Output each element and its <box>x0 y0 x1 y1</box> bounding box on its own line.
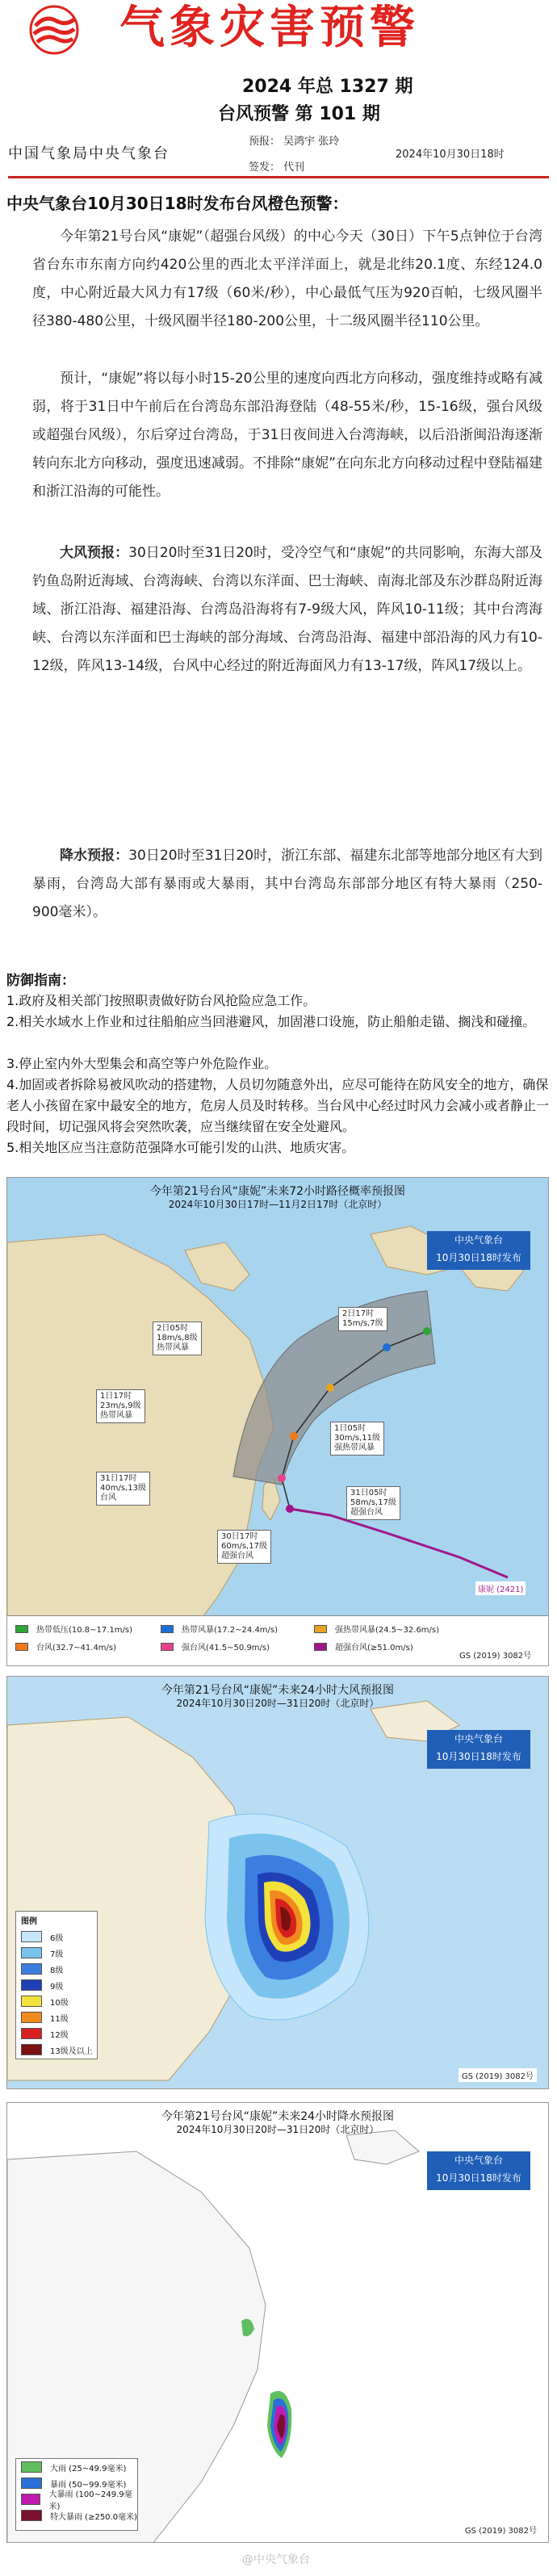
map2-stamp-agency: 中央气象台 <box>454 1733 503 1745</box>
legend-swatch <box>314 1625 327 1633</box>
legend-item: 13级及以上 <box>16 2042 97 2058</box>
track-point-icon <box>278 1474 286 1482</box>
legend-swatch <box>21 2012 42 2023</box>
legend-item: 超强台风(≥51.0m/s) <box>314 1640 413 1652</box>
map3-subtitle: 2024年10月30日20时—31日20时（北京时） <box>176 2124 379 2135</box>
track-point-icon <box>286 1505 294 1513</box>
guideline-item: 5.相关地区应当注意防范强降水可能引发的山洪、地质灾害。 <box>6 1140 355 1155</box>
legend-swatch <box>21 1996 42 2007</box>
legend-swatch <box>21 1931 42 1942</box>
rain-forecast-paragraph <box>32 842 542 927</box>
legend-item: 10级 <box>16 1993 97 2009</box>
legend-item: 6级 <box>16 1929 97 1945</box>
legend-item: 暴雨 (50~99.9毫米) <box>16 2475 137 2491</box>
rain-forecast-label: 降水预报： <box>60 848 129 864</box>
map3-code: GS (2019) 3082号 <box>464 2527 537 2536</box>
forecaster-line <box>249 132 339 148</box>
cma-logo <box>26 5 82 55</box>
legend-swatch <box>161 1643 174 1651</box>
guidelines-title: 防御指南： <box>6 973 75 989</box>
guideline-item: 4.加固或者拆除易被风吹动的搭建物，人员切勿随意外出，应尽可能待在防风安全的地方，确保老人小孩留在家中最安全的地方，危房人员及时转移。当台风中心经过时风力会减小或者静止一段时间，切记强风将会突然吹袭，应当继续留在安全处避风。 <box>6 1077 550 1134</box>
track-label: 2日17时 15m/s,7级 <box>338 1307 387 1331</box>
issue-number: 2024 年总 1327 期 <box>242 77 413 97</box>
legend-item: 强台风(41.5~50.9m/s) <box>161 1640 270 1652</box>
legend-swatch <box>21 1979 42 1991</box>
sub-issue-number: 台风预警 第 101 期 <box>218 104 380 124</box>
warning-headline: 中央气象台10月30日18时发布台风橙色预警： <box>6 194 349 213</box>
track-label: 2日05时 18m/s,8级 热带风暴 <box>153 1322 202 1355</box>
guideline-item: 3.停止室内外大型集会和高空等户外危险作业。 <box>6 1056 278 1071</box>
legend-item: 12级 <box>16 2025 97 2042</box>
map2-subtitle: 2024年10月30日20时—31日20时（北京时） <box>176 1698 379 1709</box>
legend-swatch <box>21 2044 42 2055</box>
typhoon-forecast-paragraph: 预计，“康妮”将以每小时15-20公里的速度向西北方向移动，强度维持或略有减弱，将于31日中午前后在台湾岛东部沿海登陆（48-55米/秒，15-16级，强台风级或超强台风级），尔后穿过台湾岛，于31日夜间进入台湾海峡，以后沿浙闽沿海逐渐转向东北方向移动，强度迅速减弱。不排除“康妮”在向东北方向移动过程中登陆福建和浙江沿海的可能性。 <box>32 371 542 500</box>
track-forecast-map <box>6 1177 549 1666</box>
legend-item: 强热带风暴(24.5~32.6m/s) <box>314 1623 439 1635</box>
forecaster-label: 预报： <box>249 136 281 148</box>
map1-stamp-agency: 中央气象台 <box>454 1234 503 1246</box>
map2-legend <box>15 1911 98 2059</box>
map2-title: 今年第21号台风“康妮”未来24小时大风预报图 <box>161 1684 395 1697</box>
reviewer-label: 签发： <box>249 161 281 174</box>
legend-item: 特大暴雨 (≥250.0毫米) <box>16 2507 137 2524</box>
track-point-icon <box>290 1432 298 1440</box>
legend-swatch <box>21 2478 42 2489</box>
typhoon-name-tag: 康妮 (2421) <box>475 1581 526 1595</box>
map2-code: GS (2019) 3082号 <box>459 2068 537 2082</box>
map2-stamp <box>427 1730 530 1769</box>
map3-legend <box>15 2458 138 2531</box>
track-point-icon <box>326 1384 334 1392</box>
wind-forecast-map <box>6 1676 549 2089</box>
legend-item: 热带风暴(17.2~24.4m/s) <box>161 1623 278 1635</box>
track-point-icon <box>383 1343 391 1351</box>
track-label: 31日17时 40m/s,13级 台风 <box>96 1472 150 1506</box>
track-label: 30日17时 60m/s,17级 超强台风 <box>217 1530 271 1564</box>
wind-forecast-text: 30日20时至31日20时，受冷空气和“康妮”的共同影响，东海大部及钓鱼岛附近海域、台湾海峡、台湾以东洋面、巴士海峡、南海北部及东沙群岛附近海域、浙江沿海、福建沿海、台湾岛沿海将有7-9级大风，阵风10-11级；其中台湾海峡、台湾以东洋面和巴士海峡的部分海域、台湾岛沿海、福建中部沿海的风力有10-12级，阵风13-14级，台风中心经过的附近海面风力有13-17级，阵风17级以上。 <box>32 545 543 674</box>
map1-stamp <box>427 1231 530 1270</box>
map1-legend <box>7 1615 549 1666</box>
reviewer-name: 代刊 <box>283 161 305 174</box>
track-label: 31日05时 58m/s,17级 超强台风 <box>346 1486 400 1520</box>
track-label: 1日05时 30m/s,11级 强热带风暴 <box>330 1422 384 1456</box>
legend-swatch <box>161 1625 174 1633</box>
map2-stamp-time: 10月30日18时发布 <box>436 1751 521 1762</box>
wind-forecast-paragraph <box>32 539 542 681</box>
legend-item: 7级 <box>16 1945 97 1961</box>
legend-swatch <box>21 1947 42 1958</box>
issue-time: 2024年10月30日18时 <box>396 149 505 161</box>
map1-subtitle: 2024年10月30日17时—11月2日17时（北京时） <box>168 1199 387 1210</box>
forecaster-names: 吴鸿宇 张玲 <box>283 136 340 148</box>
map3-stamp <box>427 2151 530 2190</box>
map1-title: 今年第21号台风“康妮”未来72小时路径概率预报图 <box>149 1185 406 1198</box>
reviewer-line <box>249 158 304 174</box>
legend-item: 大暴雨 (100~249.9毫米) <box>16 2491 137 2507</box>
legend-swatch <box>21 2028 42 2039</box>
legend-item: 大雨 (25~49.9毫米) <box>16 2459 137 2475</box>
legend-item: 11级 <box>16 2009 97 2025</box>
map1-stamp-time: 10月30日18时发布 <box>436 1252 521 1263</box>
map3-stamp-time: 10月30日18时发布 <box>436 2172 521 2184</box>
map3-stamp-agency: 中央气象台 <box>454 2155 503 2166</box>
map3-title: 今年第21号台风“康妮”未来24小时降水预报图 <box>161 2110 395 2123</box>
header-divider <box>8 176 549 178</box>
track-point-icon <box>423 1327 431 1335</box>
legend-swatch <box>21 1963 42 1975</box>
track-label: 1日17时 23m/s,9级 热带风暴 <box>96 1389 145 1423</box>
guideline-item: 1.政府及相关部门按照职责做好防台风抢险应急工作。 <box>6 993 316 1008</box>
wind-forecast-label: 大风预报： <box>60 545 129 561</box>
legend-swatch <box>15 1625 28 1633</box>
legend-swatch <box>15 1643 28 1651</box>
legend-item: 9级 <box>16 1977 97 1993</box>
rain-forecast-text: 30日20时至31日20时，浙江东部、福建东北部等地部分地区有大到暴雨，台湾岛大部有暴雨或大暴雨，其中台湾岛东部部分地区有特大暴雨（250-900毫米）。 <box>32 848 543 920</box>
legend-item: 热带低压(10.8~17.1m/s) <box>15 1623 132 1635</box>
map2-legend-title: 图例 <box>21 1917 37 1926</box>
bulletin-title: 气象灾害预警 <box>119 1 420 54</box>
agency-name: 中国气象局中央气象台 <box>8 145 170 162</box>
legend-swatch <box>21 2494 40 2505</box>
legend-swatch <box>314 1643 327 1651</box>
watermark: @中央气象台 <box>242 2553 310 2566</box>
guideline-item: 2.相关水域水上作业和过往船舶应当回港避风，加固港口设施，防止船舶走锚、搁浅和碰撞。 <box>6 1014 536 1029</box>
typhoon-status-paragraph: 今年第21号台风“康妮”（超强台风级）的中心今天（30日）下午5点钟位于台湾省台东市东南方向约420公里的西北太平洋洋面上，就是北纬20.1度、东经124.0度，中心附近最大风力有17级（60米/秒），中心最低气压为920百帕，七级风圈半径380-480公里，十级风圈半径180-200公里，十二级风圈半径110公里。 <box>32 228 543 329</box>
rain-forecast-map <box>6 2102 549 2543</box>
legend-item: 台风(32.7~41.4m/s) <box>15 1640 116 1652</box>
legend-swatch <box>21 2510 42 2521</box>
legend-swatch <box>21 2461 42 2473</box>
map1-code: GS (2019) 3082号 <box>459 1652 532 1661</box>
legend-item: 8级 <box>16 1961 97 1977</box>
